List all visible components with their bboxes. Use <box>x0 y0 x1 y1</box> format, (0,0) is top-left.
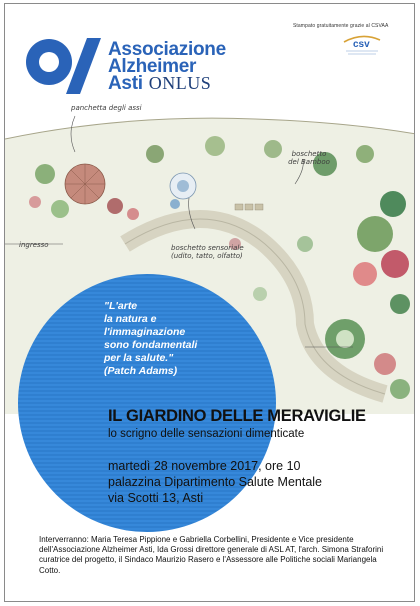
sponsor-note: Stampato gratuitamente grazie al CSVAA <box>293 23 389 29</box>
quote-line3: l'immaginazione <box>104 326 186 338</box>
label-ingresso: ingresso <box>19 241 49 249</box>
quote-line2: la natura e <box>104 313 157 325</box>
org-name-line2: Alzheimer <box>108 56 197 77</box>
event-details <box>108 458 322 506</box>
speakers-paragraph: Interverranno: Maria Teresa Pippione e Gabriella Corbellini, Presidente e Vice presidente dell'Associazione Alzheimer Asti, Ida Grossi direttore generale di ASL AT, l'arch. Simona Straforini curatrice del progetto, il Sindaco Maurizio Rasero e l'Assessore alle Politiche sociali Mariangela Cotto. <box>39 535 384 575</box>
quote-author: (Patch Adams) <box>104 365 178 377</box>
event-address: via Scotti 13, Asti <box>108 491 204 505</box>
org-name-line3: Asti <box>108 73 143 94</box>
event-title: IL GIARDINO DELLE MERAVIGLIE <box>108 407 366 425</box>
org-suffix: ONLUS <box>148 73 212 93</box>
association-logo-mark <box>25 34 103 96</box>
label-boschetto-bamboo: boschetto del Bamboo <box>288 150 330 166</box>
quote-line5: per la salute." <box>104 352 174 364</box>
event-poster <box>4 3 415 602</box>
quote-line1: "L'arte <box>104 300 138 312</box>
event-subtitle: lo scrigno delle sensazioni dimenticate <box>108 428 305 440</box>
event-venue: palazzina Dipartimento Salute Mentale <box>108 475 323 489</box>
csv-logo-text: csv <box>353 39 370 50</box>
event-date: martedì 28 novembre 2017, ore 10 <box>108 459 301 473</box>
csv-logo <box>340 32 384 58</box>
quote-line4: sono fondamentali <box>104 339 198 351</box>
org-name-line1: Associazione <box>108 39 226 60</box>
label-boschetto-sensoriale: boschetto sensoriale (udito, tatto, olfatto) <box>171 244 244 260</box>
patch-adams-quote <box>104 300 244 378</box>
association-name <box>108 41 226 92</box>
label-panchetta: panchetta degli assi <box>71 104 142 112</box>
